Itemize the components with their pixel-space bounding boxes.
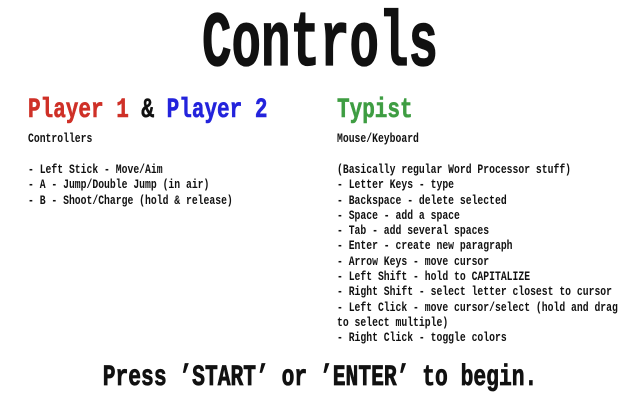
list-item: - Right Click - toggle colors <box>337 330 507 346</box>
list-item: - A - Jump/Double Jump (in air) <box>28 177 210 193</box>
player2-label: Player 2 <box>166 95 268 126</box>
typist-bindings-list <box>337 162 640 346</box>
start-prompt: Press ’START’ or ’ENTER’ to begin. <box>102 361 538 395</box>
list-item: (Basically regular Word Processor stuff) <box>337 162 572 177</box>
list-item: - Space - add a space <box>337 207 460 223</box>
controller-bindings-list <box>28 162 328 208</box>
ampersand-label: & <box>128 95 167 126</box>
list-item: - Tab - add several spaces <box>337 223 490 239</box>
player1-label: Player 1 <box>28 95 129 126</box>
controllers-subheading: Controllers <box>28 131 93 146</box>
list-item: - B - Shoot/Charge (hold & release) <box>28 192 233 208</box>
screen-title: Controls <box>202 1 438 89</box>
list-item: - Backspace - delete selected <box>337 192 507 208</box>
mouse-keyboard-subheading: Mouse/Keyboard <box>337 131 419 146</box>
typist-heading: Typist <box>337 95 413 126</box>
list-item: - Arrow Keys - move cursor <box>337 253 490 269</box>
typist-section <box>337 96 640 346</box>
player-controls-section <box>28 96 328 208</box>
list-item: - Letter Keys - type <box>337 177 455 193</box>
players-heading <box>28 96 328 126</box>
list-item: - Enter - create new paragraph <box>337 238 513 254</box>
list-item: - Left Click - move cursor/select (hold and drag <box>337 299 618 315</box>
list-item: - Right Shift - select letter closest to cursor <box>337 284 613 300</box>
list-item: - Left Stick - Move/Aim <box>28 162 163 177</box>
list-item: to select multiple) <box>337 314 449 330</box>
list-item: - Left Shift - hold to CAPITALIZE <box>337 269 531 285</box>
